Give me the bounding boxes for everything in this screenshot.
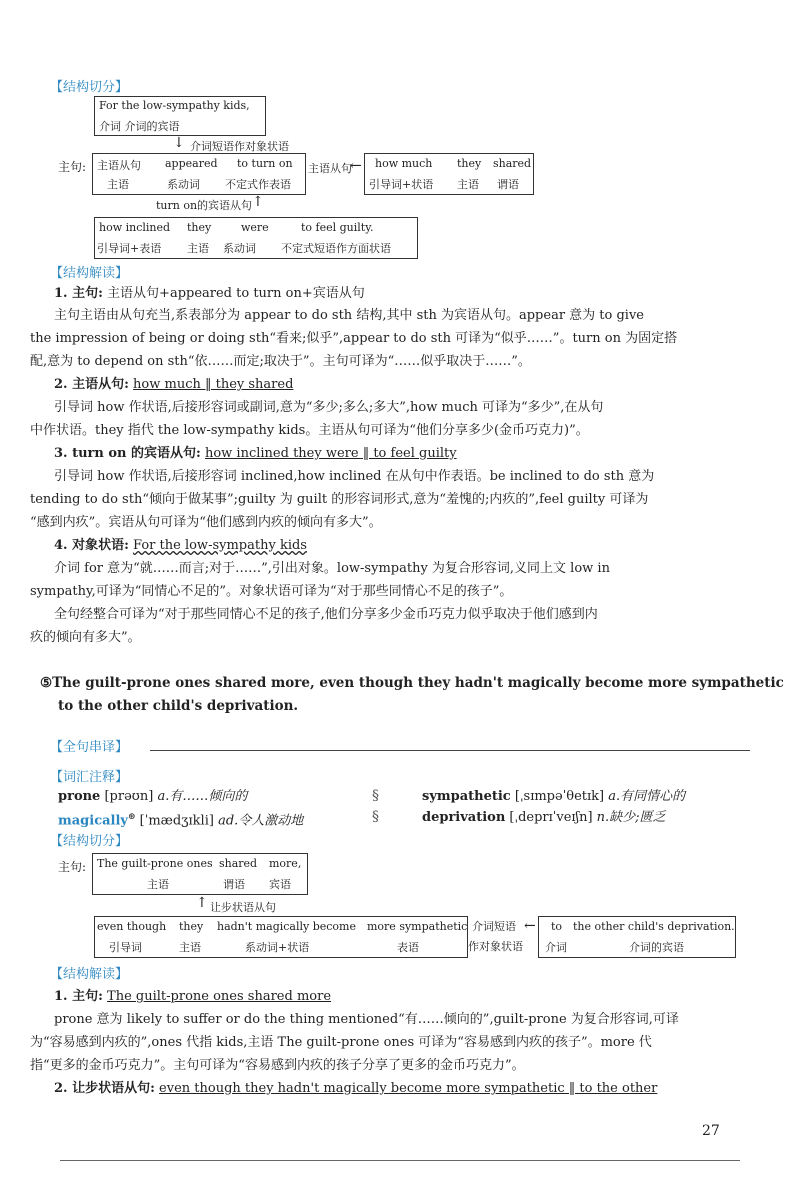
up-arrow-icon: ↑ bbox=[252, 194, 264, 210]
vocab-w1-def: a.有……倾向的 bbox=[157, 789, 248, 804]
d2-c4: more sympathetic bbox=[367, 920, 468, 933]
explain1-p1: 主语从句+appeared to turn on+宾语从句 bbox=[107, 286, 365, 301]
d2-obj-sub: 宾语 bbox=[269, 878, 291, 891]
explain1-p1-num: 1. 主句: bbox=[54, 286, 103, 301]
vocab-w2: magically bbox=[58, 813, 128, 829]
main-subj-sub: 主语 bbox=[107, 178, 129, 191]
main-label-2: 主句: bbox=[58, 860, 87, 874]
explain1-p5-text-a: 全句经整合可译为“对于那些同情心不足的孩子,他们分享多少金币巧克力似乎取决于他们感到内 bbox=[54, 607, 598, 622]
clause-they-sub: 主语 bbox=[457, 178, 479, 191]
explain1-p2-text-a: 引导词 how 作状语,后接形容词或副词,意为“多少;多么;多大”,how much 可译为“多少”,在从句 bbox=[54, 400, 604, 415]
adv-note: 介词短语作对象状语 bbox=[190, 140, 289, 153]
explain1-p4-num: 4. 对象状语: bbox=[54, 538, 129, 553]
d2-c3: hadn't magically become bbox=[217, 920, 356, 933]
explain1-p1-text-a: 主句主语由从句充当,系表部分为 appear to do sth 结构,其中 sth 为宾语从句。appear 意为 to give bbox=[54, 308, 644, 323]
main-box-2 bbox=[92, 853, 308, 895]
vocab-w1: prone bbox=[58, 789, 101, 804]
clause-hm: how much bbox=[375, 157, 433, 170]
concession-box bbox=[94, 916, 468, 958]
main-subj: 主语从句 bbox=[97, 159, 141, 172]
obj-note: turn on的宾语从句 bbox=[156, 199, 253, 212]
obj-inf-sub: 不定式短语作方面状语 bbox=[281, 242, 391, 255]
explain1-p3-num: 3. turn on 的宾语从句: bbox=[54, 446, 201, 461]
vocab-w3: sympathetic bbox=[422, 789, 511, 804]
spiral-divider-icon: § § bbox=[372, 788, 379, 825]
main-box-1 bbox=[92, 153, 306, 195]
obj-clause-box bbox=[94, 217, 418, 259]
vocab-w3-def: a.有同情心的 bbox=[608, 789, 686, 804]
obj-inf: to feel guilty. bbox=[301, 221, 374, 234]
obj-hi: how inclined bbox=[99, 221, 171, 234]
vocab-deprivation bbox=[422, 807, 666, 828]
pp-box-1 bbox=[94, 96, 266, 136]
d2-p1-sub: 介词 bbox=[545, 941, 567, 954]
page-number: 27 bbox=[702, 1123, 720, 1139]
left-arrow-icon: ← bbox=[350, 158, 362, 174]
explain1-p3-text-c: “感到内疚”。宾语从句可译为“他们感到内疚的倾向有多大”。 bbox=[30, 515, 382, 530]
main-verb: appeared bbox=[165, 157, 218, 170]
d2-pp-note-b: 作对象状语 bbox=[468, 940, 523, 953]
explain2-p1-text-c: 指“更多的金币巧克力”。主句可译为“容易感到内疚的孩子分享了更多的金币巧克力”。 bbox=[30, 1058, 525, 1073]
explain2-p2-head bbox=[54, 1078, 754, 1099]
d2-pp-note-a: 介词短语 bbox=[472, 920, 516, 933]
d2-subj-sub: 主语 bbox=[147, 878, 169, 891]
d2-c3-sub: 系动词+状语 bbox=[245, 941, 310, 954]
up-arrow-icon-2: ↑ bbox=[196, 895, 208, 911]
explain1-p4-text-a: 介词 for 意为“就……而言;对于……”,引出对象。low-sympathy 为复合形容词,义同上文 low in bbox=[54, 561, 610, 576]
d2-p1: to bbox=[551, 920, 563, 933]
obj-were-sub: 系动词 bbox=[223, 242, 256, 255]
explain1-p4: For the low-sympathy kids bbox=[133, 538, 307, 553]
section-label-interpret-2: 【结构解读】 bbox=[50, 967, 129, 982]
vocab-w3-ipa: [ˌsɪmpəˈθetɪk] bbox=[514, 789, 605, 804]
explain1-p4-text-b: sympathy,可译为“同情心不足的”。对象状语可译为“对于那些同情心不足的孩子”。 bbox=[30, 584, 513, 599]
d2-p2: the other child's deprivation. bbox=[573, 920, 735, 933]
left-arrow-icon-2: ← bbox=[524, 918, 536, 934]
clause-shared-sub: 谓语 bbox=[497, 178, 519, 191]
explain2-p1-num: 1. 主句: bbox=[54, 989, 103, 1004]
main-verb-sub: 系动词 bbox=[167, 178, 200, 191]
clause-they: they bbox=[457, 157, 482, 170]
pp-box-2 bbox=[538, 916, 736, 958]
pp-words: For the low-sympathy kids, bbox=[99, 99, 250, 112]
explain1-p2-text-b: 中作状语。they 指代 the low-sympathy kids。主语从句可译为“他们分享多少(金币巧克力)”。 bbox=[30, 423, 589, 438]
explain2-p2: even though they hadn't magically become more sympathetic ‖ to the other bbox=[159, 1081, 658, 1096]
explain1-p4-head bbox=[54, 535, 754, 556]
d2-verb-sub: 谓语 bbox=[223, 878, 245, 891]
explain1-p1-text-b: the impression of being or doing sth“看来;似乎”,appear to do sth 可译为“似乎……”。turn on 为固定搭 bbox=[30, 331, 678, 346]
vocab-prone bbox=[58, 786, 247, 807]
vocab-magically bbox=[58, 807, 303, 831]
explain1-p1-head bbox=[54, 283, 754, 304]
down-arrow-icon: ↓ bbox=[173, 135, 185, 151]
explain1-p2: how much ‖ they shared bbox=[133, 377, 294, 392]
pp-sub: 介词 介词的宾语 bbox=[99, 120, 180, 133]
d2-c2: they bbox=[179, 920, 204, 933]
star-badge-icon: ⊛ bbox=[127, 812, 136, 822]
d2-c4-sub: 表语 bbox=[397, 941, 419, 954]
footer-rule bbox=[60, 1160, 740, 1161]
section-label-structure-2: 【结构切分】 bbox=[50, 834, 129, 849]
explain1-p1-text-c: 配,意为 to depend on sth“依……而定;取决于”。主句可译为“……似乎取决于……”。 bbox=[30, 354, 531, 369]
d2-c1-sub: 引导词 bbox=[109, 941, 142, 954]
obj-they-sub: 主语 bbox=[187, 242, 209, 255]
section-label-vocab: 【词汇注释】 bbox=[50, 770, 129, 785]
vocab-w4: deprivation bbox=[422, 810, 506, 825]
main-inf-sub: 不定式作表语 bbox=[225, 178, 291, 191]
vocab-w4-def: n.缺少;匮乏 bbox=[596, 810, 666, 825]
explain1-p2-head bbox=[54, 374, 754, 395]
explain2-p1-head bbox=[54, 986, 754, 1007]
section-label-structure: 【结构切分】 bbox=[50, 80, 129, 95]
subj-clause-box bbox=[364, 153, 534, 195]
explain2-p1-text-b: 为“容易感到内疚的”,ones 代指 kids,主语 The guilt-prone ones 可译为“容易感到内疚的孩子”。more 代 bbox=[30, 1035, 652, 1050]
vocab-w2-def: ad.令人激动地 bbox=[218, 813, 304, 829]
explain1-p5-text-b: 疚的倾向有多大”。 bbox=[30, 630, 141, 645]
main-inf: to turn on bbox=[237, 157, 293, 170]
explain2-p2-num: 2. 让步状语从句: bbox=[54, 1081, 155, 1096]
d2-subj: The guilt-prone ones bbox=[97, 857, 213, 870]
explain2-p1: The guilt-prone ones shared more bbox=[107, 989, 332, 1004]
explain2-p1-text-a: prone 意为 likely to suffer or do the thing mentioned“有……倾向的”,guilt-prone 为复合形容词,可译 bbox=[54, 1012, 679, 1027]
vocab-w1-ipa: [prəʊn] bbox=[104, 789, 154, 804]
obj-were: were bbox=[241, 221, 269, 234]
explain1-p3-text-b: tending to do sth“倾向于做某事”;guilty 为 guilt 的形容词形式,意为“羞愧的;内疚的”,feel guilty 可译为 bbox=[30, 492, 649, 507]
vocab-sympathetic bbox=[422, 786, 685, 807]
d2-verb: shared bbox=[219, 857, 258, 870]
translation-line bbox=[150, 750, 750, 751]
clause-hm-sub: 引导词+状语 bbox=[369, 178, 434, 191]
d2-c1: even though bbox=[97, 920, 167, 933]
sentence5-line1: ⑤The guilt-prone ones shared more, even though they hadn't magically become more sympathetic bbox=[40, 675, 784, 691]
obj-they: they bbox=[187, 221, 212, 234]
subj-clause-label: 主语从句 bbox=[308, 162, 352, 175]
sentence5-line2: to the other child's deprivation. bbox=[58, 698, 299, 714]
explain1-p3-text-a: 引导词 how 作状语,后接形容词 inclined,how inclined 在从句中作表语。be inclined to do sth 意为 bbox=[54, 469, 655, 484]
explain1-p3: how inclined they were ‖ to feel guilty bbox=[204, 446, 457, 461]
d2-note: 让步状语从句 bbox=[210, 901, 276, 914]
d2-obj: more, bbox=[269, 857, 302, 870]
section-label-interpret-1: 【结构解读】 bbox=[50, 266, 129, 281]
vocab-w4-ipa: [ˌdeprɪˈveɪʃn] bbox=[509, 810, 593, 825]
d2-p2-sub: 介词的宾语 bbox=[629, 941, 684, 954]
explain1-p2-num: 2. 主语从句: bbox=[54, 377, 129, 392]
clause-shared: shared bbox=[493, 157, 532, 170]
d2-c2-sub: 主语 bbox=[179, 941, 201, 954]
main-label: 主句: bbox=[58, 160, 87, 174]
explain1-p3-head bbox=[54, 443, 754, 464]
obj-hi-sub: 引导词+表语 bbox=[97, 242, 162, 255]
vocab-w2-ipa: [ˈmædʒɪkli] bbox=[139, 813, 214, 829]
section-label-full-translation: 【全句串译】 bbox=[50, 740, 129, 755]
